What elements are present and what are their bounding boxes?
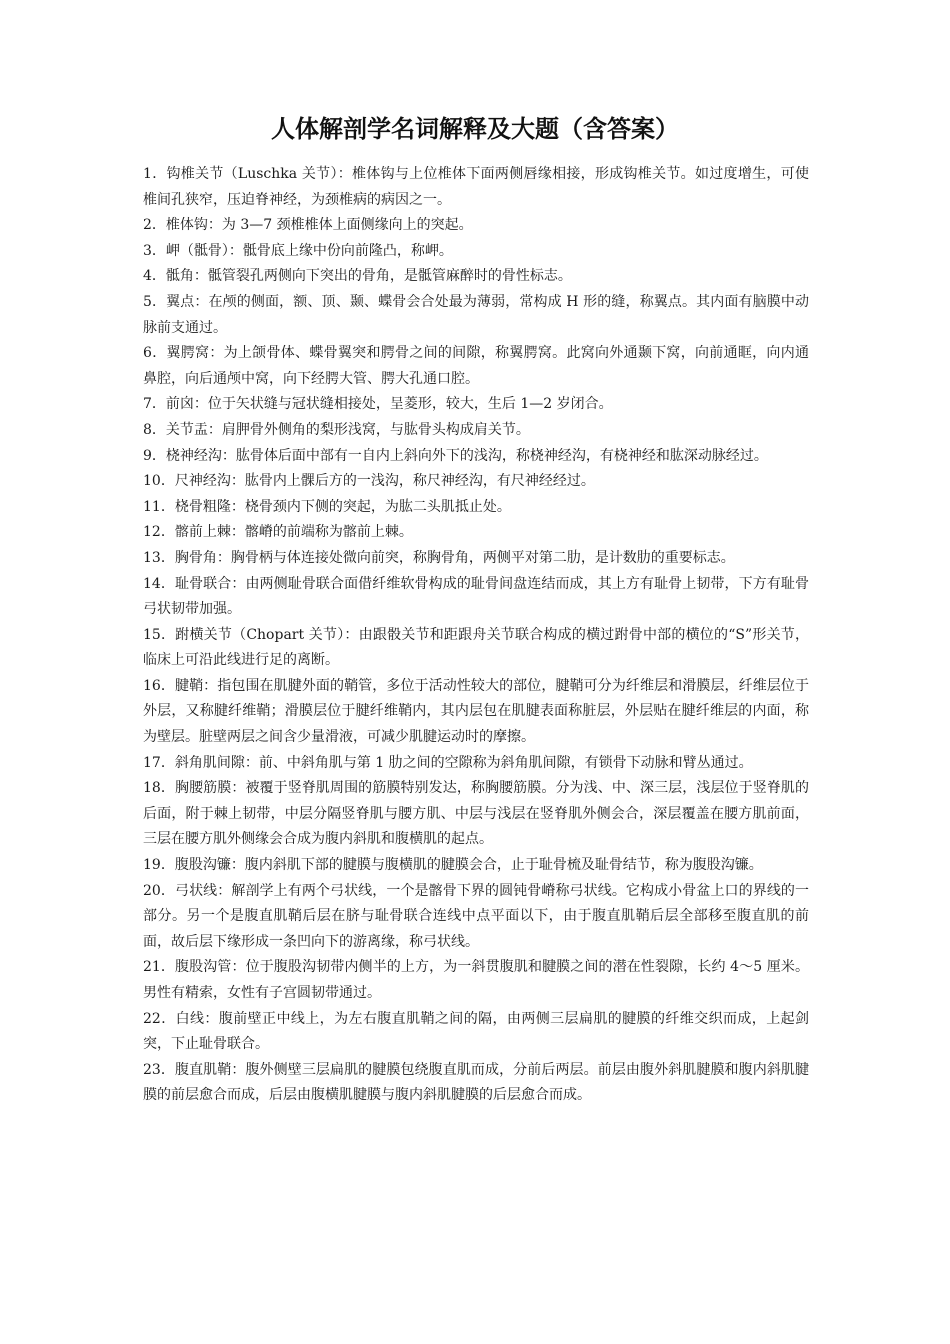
glossary-entry: 9．桡神经沟：肱骨体后面中部有一自内上斜向外下的浅沟，称桡神经沟，有桡神经和肱深动脉经过。 bbox=[143, 447, 768, 464]
glossary-entry: 11．桡骨粗隆：桡骨颈内下侧的突起，为肱二头肌抵止处。 bbox=[143, 498, 511, 515]
glossary-entry: 19．腹股沟镰：腹内斜肌下部的腱膜与腹横肌的腱膜会合，止于耻骨梳及耻骨结节，称为腹股沟镰。 bbox=[143, 857, 763, 874]
glossary-entry: 23．腹直肌鞘：腹外侧壁三层扁肌的腱膜包绕腹直肌而成，分前后两层。前层由腹外斜肌腱膜和腹内斜肌腱膜的前层愈合而成，后层由腹横肌腱膜与腹内斜肌腱膜的后层愈合而成。 bbox=[143, 1061, 809, 1104]
glossary-entry: 1．钩椎关节（Luschka 关节）：椎体钩与上位椎体下面两侧唇缘相接，形成钩椎关节。如过度增生，可使椎间孔狭窄，压迫脊神经，为颈椎病的病因之一。 bbox=[143, 166, 809, 208]
glossary-entry: 4．骶角：骶管裂孔两侧向下突出的骨角，是骶管麻醉时的骨性标志。 bbox=[143, 268, 572, 285]
glossary-entry: 10．尺神经沟：肱骨内上髁后方的一浅沟，称尺神经沟，有尺神经经过。 bbox=[143, 473, 595, 490]
glossary-entry: 5．翼点：在颅的侧面，额、顶、颞、蝶骨会合处最为薄弱，常构成 H 形的缝，称翼点。其内面有脑膜中动脉前支通过。 bbox=[143, 293, 809, 336]
glossary-entry: 12．髂前上棘：髂嵴的前端称为髂前上棘。 bbox=[143, 524, 413, 541]
glossary-entry: 13．胸骨角：胸骨柄与体连接处微向前突，称胸骨角，两侧平对第二肋，是计数肋的重要标志。 bbox=[143, 549, 735, 566]
glossary-entry: 3．岬（骶骨）：骶骨底上缘中份向前隆凸，称岬。 bbox=[143, 242, 453, 259]
glossary-list bbox=[143, 162, 809, 1109]
glossary-entry: 2．椎体钩：为 3—7 颈椎椎体上面侧缘向上的突起。 bbox=[143, 217, 473, 234]
glossary-entry: 17．斜角肌间隙：前、中斜角肌与第 1 肋之间的空隙称为斜角肌间隙，有锁骨下动脉和臂丛通过。 bbox=[143, 754, 753, 771]
glossary-entry: 21．腹股沟管：位于腹股沟韧带内侧半的上方，为一斜贯腹肌和腱膜之间的潜在性裂隙，长约 4～5 厘米。男性有精索，女性有子宫圆韧带通过。 bbox=[143, 959, 809, 1001]
glossary-entry: 22．白线：腹前壁正中线上，为左右腹直肌鞘之间的隔，由两侧三层扁肌的腱膜的纤维交织而成，上起剑突，下止耻骨联合。 bbox=[143, 1010, 809, 1053]
page-title: 人体解剖学名词解释及大题（含答案） bbox=[271, 115, 679, 143]
glossary-entry: 8．关节盂：肩胛骨外侧角的梨形浅窝，与肱骨头构成肩关节。 bbox=[143, 421, 530, 438]
glossary-entry: 14．耻骨联合：由两侧耻骨联合面借纤维软骨构成的耻骨间盘连结而成，其上方有耻骨上韧带，下方有耻骨弓状韧带加强。 bbox=[143, 575, 809, 618]
glossary-entry: 7．前囟：位于矢状缝与冠状缝相接处，呈菱形，较大，生后 1—2 岁闭合。 bbox=[143, 396, 613, 413]
glossary-entry: 15．跗横关节（Chopart 关节）：由跟骰关节和距跟舟关节联合构成的横过跗骨中部的横位的“S”形关节，临床上可沿此线进行足的离断。 bbox=[143, 626, 809, 669]
glossary-entry: 18．胸腰筋膜：被覆于竖脊肌周围的筋膜特别发达，称胸腰筋膜。分为浅、中、深三层，浅层位于竖脊肌的后面，附于棘上韧带，中层分隔竖脊肌与腰方肌、中层与浅层在竖脊肌外侧会合，深层覆盖在腰方肌前面，三层在腰方肌外侧缘会合成为腹内斜肌和腹横肌的起点。 bbox=[143, 780, 809, 848]
glossary-entry: 20．弓状线：解剖学上有两个弓状线，一个是髂骨下界的圆钝骨嵴称弓状线。它构成小骨盆上口的界线的一部分。另一个是腹直肌鞘后层在脐与耻骨联合连线中点平面以下，由于腹直肌鞘后层全部移至腹直肌的前面，故后层下缘形成一条凹向下的游离缘，称弓状线。 bbox=[143, 882, 809, 950]
glossary-entry: 16．腱鞘：指包围在肌腱外面的鞘管，多位于活动性较大的部位，腱鞘可分为纤维层和滑膜层，纤维层位于外层，又称腱纤维鞘；滑膜层位于腱纤维鞘内，其内层包在肌腱表面称脏层，外层贴在腱纤维层的内面，称为壁层。脏壁两层之间含少量滑液，可减少肌腱运动时的摩擦。 bbox=[143, 677, 809, 746]
glossary-entry: 6．翼腭窝：为上颌骨体、蝶骨翼突和腭骨之间的间隙，称翼腭窝。此窝向外通颞下窝，向前通眶，向内通鼻腔，向后通颅中窝，向下经腭大管、腭大孔通口腔。 bbox=[143, 345, 809, 387]
